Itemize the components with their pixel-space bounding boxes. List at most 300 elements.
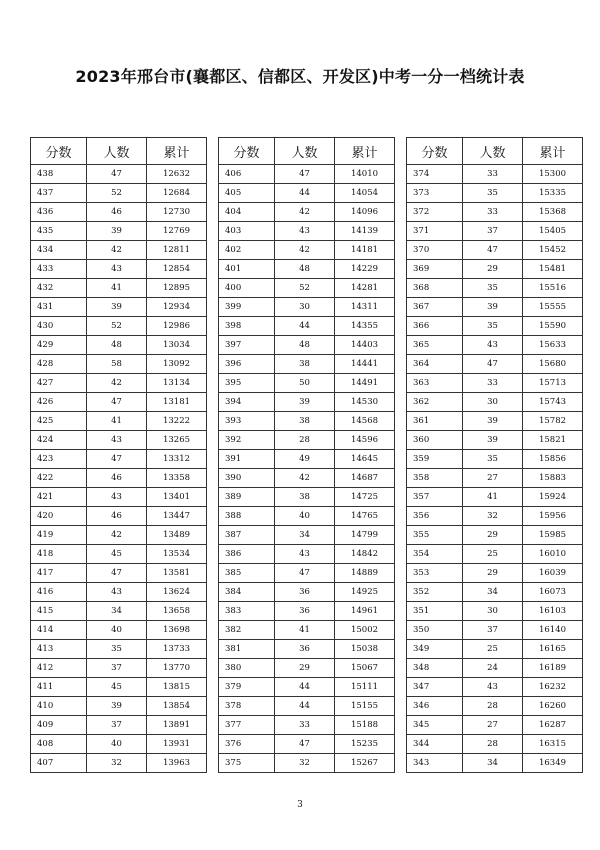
table-row	[219, 602, 395, 621]
count-cell: 47	[275, 165, 335, 184]
cumulative-cell: 13312	[147, 450, 207, 469]
score-cell: 347	[407, 678, 463, 697]
cumulative-cell: 12632	[147, 165, 207, 184]
score-cell: 375	[219, 754, 275, 773]
score-cell: 424	[31, 431, 87, 450]
score-cell: 344	[407, 735, 463, 754]
count-cell: 29	[275, 659, 335, 678]
cumulative-cell: 15267	[335, 754, 395, 773]
score-cell: 390	[219, 469, 275, 488]
score-cell: 357	[407, 488, 463, 507]
table-row	[31, 260, 207, 279]
count-cell: 49	[275, 450, 335, 469]
table-row	[31, 184, 207, 203]
cumulative-cell: 14799	[335, 526, 395, 545]
score-cell: 414	[31, 621, 87, 640]
count-cell: 30	[463, 393, 523, 412]
table-row	[31, 583, 207, 602]
table-row	[31, 317, 207, 336]
count-cell: 34	[463, 754, 523, 773]
table-row	[407, 640, 583, 659]
count-cell: 40	[87, 621, 147, 640]
cumulative-cell: 13534	[147, 545, 207, 564]
cumulative-cell: 13624	[147, 583, 207, 602]
table-row	[407, 583, 583, 602]
cumulative-cell: 15985	[523, 526, 583, 545]
table-row	[219, 640, 395, 659]
count-cell: 39	[275, 393, 335, 412]
count-cell: 41	[463, 488, 523, 507]
table-row	[31, 336, 207, 355]
table-row	[407, 184, 583, 203]
cumulative-cell: 12730	[147, 203, 207, 222]
score-cell: 421	[31, 488, 87, 507]
count-cell: 29	[463, 526, 523, 545]
score-cell: 432	[31, 279, 87, 298]
score-cell: 408	[31, 735, 87, 754]
table-row	[219, 393, 395, 412]
count-cell: 36	[275, 640, 335, 659]
score-cell: 389	[219, 488, 275, 507]
cumulative-cell: 12934	[147, 298, 207, 317]
count-cell: 38	[275, 355, 335, 374]
score-cell: 381	[219, 640, 275, 659]
table-row	[407, 545, 583, 564]
table-row	[407, 260, 583, 279]
table-row	[407, 393, 583, 412]
cumulative-cell: 15405	[523, 222, 583, 241]
score-cell: 399	[219, 298, 275, 317]
score-cell: 361	[407, 412, 463, 431]
score-cell: 427	[31, 374, 87, 393]
table-row	[219, 374, 395, 393]
header-score: 分数	[31, 138, 87, 165]
table-row	[407, 203, 583, 222]
count-cell: 48	[87, 336, 147, 355]
header-cumulative: 累计	[523, 138, 583, 165]
cumulative-cell: 15516	[523, 279, 583, 298]
table-row	[31, 165, 207, 184]
count-cell: 46	[87, 203, 147, 222]
count-cell: 38	[275, 488, 335, 507]
count-cell: 33	[463, 203, 523, 222]
count-cell: 42	[87, 241, 147, 260]
score-table-3	[406, 137, 583, 773]
score-table-2	[218, 137, 395, 773]
page-title: 2023年邢台市(襄都区、信都区、开发区)中考一分一档统计表	[75, 67, 525, 86]
score-cell: 359	[407, 450, 463, 469]
count-cell: 39	[87, 697, 147, 716]
count-cell: 43	[87, 260, 147, 279]
score-cell: 411	[31, 678, 87, 697]
count-cell: 47	[87, 165, 147, 184]
count-cell: 45	[87, 678, 147, 697]
count-cell: 27	[463, 716, 523, 735]
count-cell: 52	[275, 279, 335, 298]
cumulative-cell: 15111	[335, 678, 395, 697]
count-cell: 47	[87, 450, 147, 469]
score-cell: 386	[219, 545, 275, 564]
table-row	[407, 716, 583, 735]
table-row	[31, 716, 207, 735]
score-cell: 351	[407, 602, 463, 621]
table-row	[219, 317, 395, 336]
score-cell: 410	[31, 697, 87, 716]
count-cell: 42	[275, 469, 335, 488]
cumulative-cell: 15481	[523, 260, 583, 279]
table-row	[219, 716, 395, 735]
table-row	[219, 260, 395, 279]
table-row	[219, 583, 395, 602]
count-cell: 24	[463, 659, 523, 678]
table-row	[31, 507, 207, 526]
score-cell: 393	[219, 412, 275, 431]
score-table-1	[30, 137, 207, 773]
score-cell: 404	[219, 203, 275, 222]
score-cell: 356	[407, 507, 463, 526]
cumulative-cell: 15555	[523, 298, 583, 317]
score-cell: 384	[219, 583, 275, 602]
score-cell: 350	[407, 621, 463, 640]
table-row	[407, 355, 583, 374]
table-row	[219, 697, 395, 716]
count-cell: 28	[275, 431, 335, 450]
count-cell: 35	[463, 450, 523, 469]
score-cell: 438	[31, 165, 87, 184]
cumulative-cell: 15782	[523, 412, 583, 431]
table-row	[407, 564, 583, 583]
score-cell: 429	[31, 336, 87, 355]
table-row	[407, 279, 583, 298]
score-cell: 425	[31, 412, 87, 431]
count-cell: 43	[463, 678, 523, 697]
cumulative-cell: 14925	[335, 583, 395, 602]
table-row	[219, 488, 395, 507]
count-cell: 48	[275, 336, 335, 355]
cumulative-cell: 15590	[523, 317, 583, 336]
count-cell: 41	[275, 621, 335, 640]
table-row	[219, 659, 395, 678]
table-row	[407, 469, 583, 488]
table-row	[31, 450, 207, 469]
cumulative-cell: 16287	[523, 716, 583, 735]
count-cell: 36	[275, 602, 335, 621]
score-cell: 395	[219, 374, 275, 393]
count-cell: 36	[275, 583, 335, 602]
cumulative-cell: 15335	[523, 184, 583, 203]
score-cell: 374	[407, 165, 463, 184]
table-row	[219, 279, 395, 298]
score-cell: 376	[219, 735, 275, 754]
table-row	[407, 450, 583, 469]
cumulative-cell: 13891	[147, 716, 207, 735]
table-row	[31, 754, 207, 773]
table-row	[31, 469, 207, 488]
cumulative-cell: 16039	[523, 564, 583, 583]
count-cell: 42	[275, 203, 335, 222]
score-cell: 364	[407, 355, 463, 374]
count-cell: 33	[275, 716, 335, 735]
cumulative-cell: 16260	[523, 697, 583, 716]
table-row	[31, 564, 207, 583]
count-cell: 28	[463, 735, 523, 754]
table-row	[31, 412, 207, 431]
count-cell: 41	[87, 412, 147, 431]
score-cell: 377	[219, 716, 275, 735]
cumulative-cell: 16189	[523, 659, 583, 678]
count-cell: 50	[275, 374, 335, 393]
score-cell: 436	[31, 203, 87, 222]
score-cell: 353	[407, 564, 463, 583]
score-cell: 369	[407, 260, 463, 279]
table-row	[31, 222, 207, 241]
cumulative-cell: 14961	[335, 602, 395, 621]
table-row	[219, 184, 395, 203]
cumulative-cell: 14491	[335, 374, 395, 393]
count-cell: 25	[463, 545, 523, 564]
cumulative-cell: 15633	[523, 336, 583, 355]
cumulative-cell: 14441	[335, 355, 395, 374]
table-row	[31, 678, 207, 697]
count-cell: 37	[87, 659, 147, 678]
count-cell: 38	[275, 412, 335, 431]
cumulative-cell: 15856	[523, 450, 583, 469]
cumulative-cell: 13770	[147, 659, 207, 678]
cumulative-cell: 14687	[335, 469, 395, 488]
cumulative-cell: 13447	[147, 507, 207, 526]
table-row	[219, 355, 395, 374]
score-cell: 396	[219, 355, 275, 374]
table-row	[219, 754, 395, 773]
count-cell: 35	[463, 184, 523, 203]
count-cell: 44	[275, 184, 335, 203]
count-cell: 42	[275, 241, 335, 260]
cumulative-cell: 14596	[335, 431, 395, 450]
count-cell: 43	[275, 222, 335, 241]
score-cell: 370	[407, 241, 463, 260]
header-cumulative: 累计	[335, 138, 395, 165]
cumulative-cell: 13401	[147, 488, 207, 507]
table-row	[407, 621, 583, 640]
cumulative-cell: 13034	[147, 336, 207, 355]
score-cell: 419	[31, 526, 87, 545]
cumulative-cell: 15067	[335, 659, 395, 678]
score-cell: 405	[219, 184, 275, 203]
score-cell: 397	[219, 336, 275, 355]
table-row	[219, 412, 395, 431]
score-cell: 380	[219, 659, 275, 678]
count-cell: 30	[275, 298, 335, 317]
score-cell: 348	[407, 659, 463, 678]
cumulative-cell: 15713	[523, 374, 583, 393]
count-cell: 28	[463, 697, 523, 716]
cumulative-cell: 14229	[335, 260, 395, 279]
count-cell: 25	[463, 640, 523, 659]
count-cell: 47	[87, 564, 147, 583]
table-row	[31, 621, 207, 640]
cumulative-cell: 15188	[335, 716, 395, 735]
cumulative-cell: 13489	[147, 526, 207, 545]
table-row	[407, 507, 583, 526]
cumulative-cell: 13733	[147, 640, 207, 659]
count-cell: 43	[463, 336, 523, 355]
table-row	[407, 298, 583, 317]
cumulative-cell: 14355	[335, 317, 395, 336]
score-cell: 373	[407, 184, 463, 203]
count-cell: 47	[87, 393, 147, 412]
count-cell: 32	[275, 754, 335, 773]
table-row	[407, 241, 583, 260]
table-row	[31, 355, 207, 374]
table-row	[219, 431, 395, 450]
cumulative-cell: 16349	[523, 754, 583, 773]
score-cell: 412	[31, 659, 87, 678]
table-row	[219, 507, 395, 526]
cumulative-cell: 13092	[147, 355, 207, 374]
table-row	[31, 298, 207, 317]
cumulative-cell: 14311	[335, 298, 395, 317]
score-cell: 379	[219, 678, 275, 697]
score-cell: 431	[31, 298, 87, 317]
count-cell: 58	[87, 355, 147, 374]
cumulative-cell: 14054	[335, 184, 395, 203]
score-cell: 371	[407, 222, 463, 241]
table-row	[219, 336, 395, 355]
table-row	[31, 431, 207, 450]
header-count: 人数	[463, 138, 523, 165]
cumulative-cell: 15002	[335, 621, 395, 640]
score-cell: 382	[219, 621, 275, 640]
score-cell: 391	[219, 450, 275, 469]
score-cell: 415	[31, 602, 87, 621]
score-cell: 343	[407, 754, 463, 773]
table-row	[219, 526, 395, 545]
cumulative-cell: 13698	[147, 621, 207, 640]
table-row	[219, 564, 395, 583]
table-row	[31, 279, 207, 298]
count-cell: 39	[87, 298, 147, 317]
table-row	[407, 165, 583, 184]
table-row	[407, 602, 583, 621]
table-row	[407, 678, 583, 697]
score-cell: 387	[219, 526, 275, 545]
count-cell: 43	[87, 488, 147, 507]
count-cell: 40	[275, 507, 335, 526]
score-cell: 409	[31, 716, 87, 735]
count-cell: 34	[87, 602, 147, 621]
score-cell: 402	[219, 241, 275, 260]
score-cell: 406	[219, 165, 275, 184]
cumulative-cell: 12895	[147, 279, 207, 298]
score-cell: 355	[407, 526, 463, 545]
count-cell: 47	[463, 241, 523, 260]
cumulative-cell: 13658	[147, 602, 207, 621]
count-cell: 47	[275, 564, 335, 583]
count-cell: 37	[87, 716, 147, 735]
table-row	[407, 754, 583, 773]
score-cell: 362	[407, 393, 463, 412]
cumulative-cell: 15452	[523, 241, 583, 260]
count-cell: 32	[463, 507, 523, 526]
cumulative-cell: 14645	[335, 450, 395, 469]
cumulative-cell: 15956	[523, 507, 583, 526]
score-cell: 423	[31, 450, 87, 469]
table-row	[219, 469, 395, 488]
score-cell: 435	[31, 222, 87, 241]
cumulative-cell: 16315	[523, 735, 583, 754]
cumulative-cell: 14181	[335, 241, 395, 260]
cumulative-cell: 16140	[523, 621, 583, 640]
score-cell: 368	[407, 279, 463, 298]
cumulative-cell: 13815	[147, 678, 207, 697]
count-cell: 44	[275, 697, 335, 716]
cumulative-cell: 13854	[147, 697, 207, 716]
table-row	[31, 374, 207, 393]
page-number: 3	[297, 800, 303, 810]
cumulative-cell: 12684	[147, 184, 207, 203]
table-row	[31, 393, 207, 412]
score-cell: 422	[31, 469, 87, 488]
table-row	[407, 412, 583, 431]
cumulative-cell: 14139	[335, 222, 395, 241]
count-cell: 33	[463, 374, 523, 393]
score-cell: 428	[31, 355, 87, 374]
score-cell: 392	[219, 431, 275, 450]
score-cell: 345	[407, 716, 463, 735]
score-cell: 413	[31, 640, 87, 659]
cumulative-cell: 13222	[147, 412, 207, 431]
count-cell: 44	[275, 317, 335, 336]
cumulative-cell: 14725	[335, 488, 395, 507]
cumulative-cell: 12811	[147, 241, 207, 260]
header-score: 分数	[219, 138, 275, 165]
count-cell: 40	[87, 735, 147, 754]
cumulative-cell: 14403	[335, 336, 395, 355]
count-cell: 41	[87, 279, 147, 298]
table-row	[407, 222, 583, 241]
header-count: 人数	[275, 138, 335, 165]
score-cell: 394	[219, 393, 275, 412]
table-row	[407, 735, 583, 754]
count-cell: 46	[87, 469, 147, 488]
cumulative-cell: 12769	[147, 222, 207, 241]
count-cell: 39	[463, 298, 523, 317]
score-cell: 352	[407, 583, 463, 602]
cumulative-cell: 14765	[335, 507, 395, 526]
count-cell: 47	[275, 735, 335, 754]
score-cell: 420	[31, 507, 87, 526]
score-cell: 372	[407, 203, 463, 222]
count-cell: 39	[87, 222, 147, 241]
table-row	[31, 735, 207, 754]
count-cell: 39	[463, 412, 523, 431]
score-cell: 346	[407, 697, 463, 716]
cumulative-cell: 15300	[523, 165, 583, 184]
cumulative-cell: 13931	[147, 735, 207, 754]
table-row	[31, 602, 207, 621]
score-cell: 363	[407, 374, 463, 393]
score-cell: 426	[31, 393, 87, 412]
cumulative-cell: 14889	[335, 564, 395, 583]
cumulative-cell: 16103	[523, 602, 583, 621]
cumulative-cell: 16073	[523, 583, 583, 602]
table-row	[219, 545, 395, 564]
count-cell: 52	[87, 317, 147, 336]
table-row	[219, 621, 395, 640]
table-row	[219, 678, 395, 697]
cumulative-cell: 14010	[335, 165, 395, 184]
table-row	[31, 545, 207, 564]
